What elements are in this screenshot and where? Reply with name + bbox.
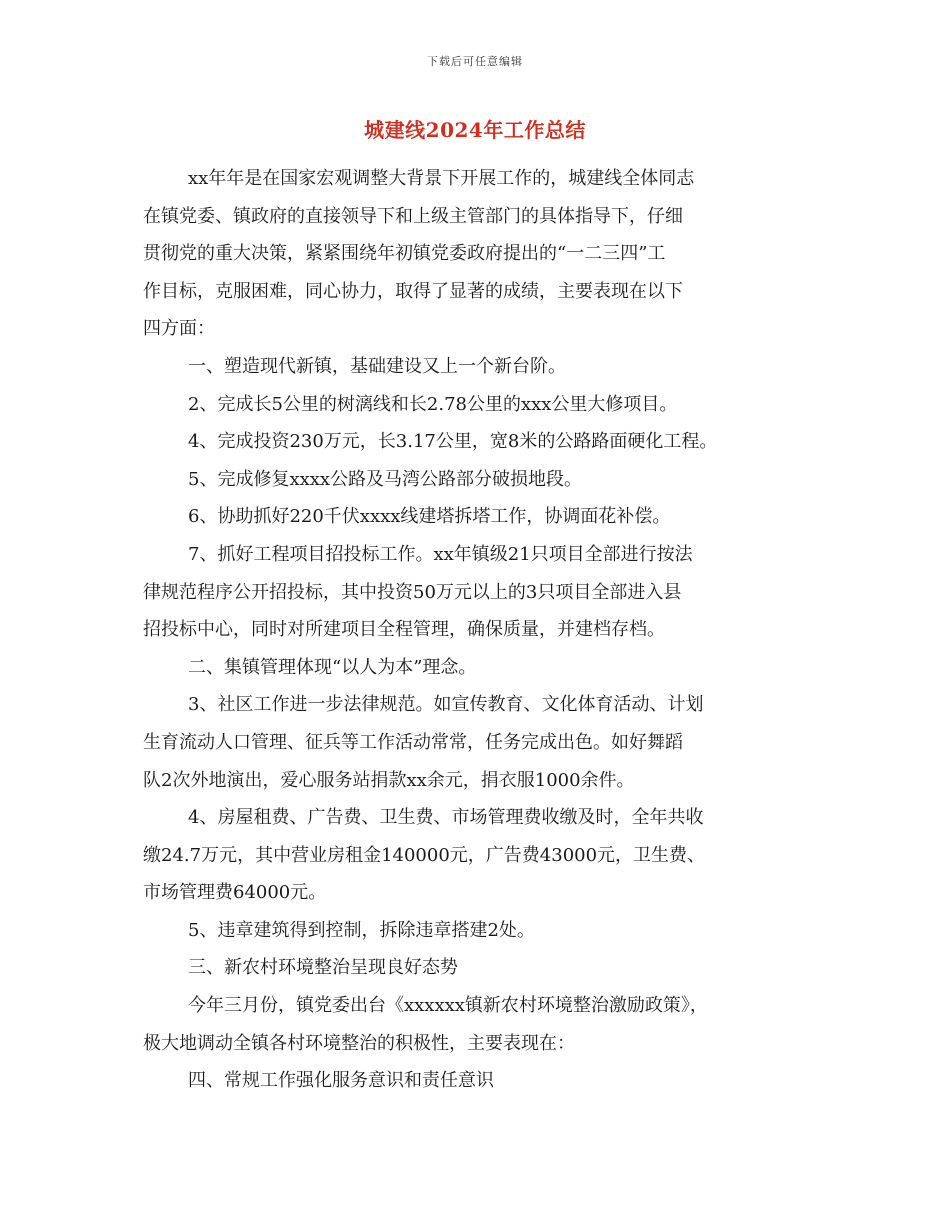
list-item: 7、抓好工程项目招投标工作。xx年镇级21只项目全部进行按法 bbox=[188, 543, 693, 565]
list-item: 3、社区工作进一步法律规范。如宣传教育、文化体育活动、计划 bbox=[188, 694, 704, 716]
paragraph-line: 市场管理费64000元。 bbox=[143, 882, 327, 904]
section-heading: 一、塑造现代新镇，基础建设又上一个新台阶。 bbox=[188, 355, 566, 377]
paragraph-line: 律规范程序公开招投标，其中投资50万元以上的3只项目全部进入县 bbox=[143, 581, 682, 603]
paragraph-line: 作目标，克服困难，同心协力，取得了显著的成绩，主要表现在以下 bbox=[143, 280, 683, 302]
list-item: 4、完成投资230万元，长3.17公里，宽8米的公路路面硬化工程。 bbox=[188, 431, 718, 453]
section-heading: 四、常规工作强化服务意识和责任意识 bbox=[188, 1070, 494, 1092]
document-title: 城建线2024年工作总结 bbox=[364, 118, 586, 142]
list-item: 4、房屋租费、广告费、卫生费、市场管理费收缴及时，全年共收 bbox=[188, 807, 704, 829]
paragraph-line: 今年三月份，镇党委出台《xxxxxx镇新农村环境整治激励政策》， bbox=[188, 995, 708, 1017]
paragraph-line: xx年年是在国家宏观调整大背景下开展工作的，城建线全体同志 bbox=[188, 168, 695, 189]
list-item: 5、完成修复xxxx公路及马湾公路部分破损地段。 bbox=[188, 468, 583, 490]
list-item: 6、协助抓好220千伏xxxx线建塔拆塔工作，协调面花补偿。 bbox=[188, 506, 671, 528]
page-header: 下载后可任意编辑 bbox=[427, 55, 523, 68]
section-heading: 二、集镇管理体现“以人为本”理念。 bbox=[188, 656, 477, 678]
section-heading: 三、新农村环境整治呈现良好态势 bbox=[188, 957, 458, 979]
paragraph-line: 在镇党委、镇政府的直接领导下和上级主管部门的具体指导下，仔细 bbox=[143, 205, 683, 227]
list-item: 5、违章建筑得到控制，拆除违章搭建2处。 bbox=[188, 919, 535, 941]
paragraph-line: 缴24.7万元，其中营业房租金140000元，广告费43000元，卫生费、 bbox=[143, 844, 706, 866]
paragraph-line: 四方面： bbox=[143, 318, 215, 340]
paragraph-line: 招投标中心，同时对所建项目全程管理，确保质量，并建档存档。 bbox=[143, 619, 665, 641]
paragraph-line: 贯彻党的重大决策，紧紧围绕年初镇党委政府提出的“一二三四”工 bbox=[143, 243, 666, 265]
paragraph-line: 生育流动人口管理、征兵等工作活动常常，任务完成出色。如好舞蹈 bbox=[143, 731, 683, 753]
paragraph-line: 极大地调动全镇各村环境整治的积极性，主要表现在： bbox=[143, 1032, 575, 1054]
document-body bbox=[143, 160, 813, 1100]
paragraph-line: 队2次外地演出，爱心服务站捐款xx余元，捐衣服1000余件。 bbox=[143, 769, 635, 791]
list-item: 2、完成长5公里的树漓线和长2.78公里的xxx公里大修项目。 bbox=[188, 393, 678, 415]
